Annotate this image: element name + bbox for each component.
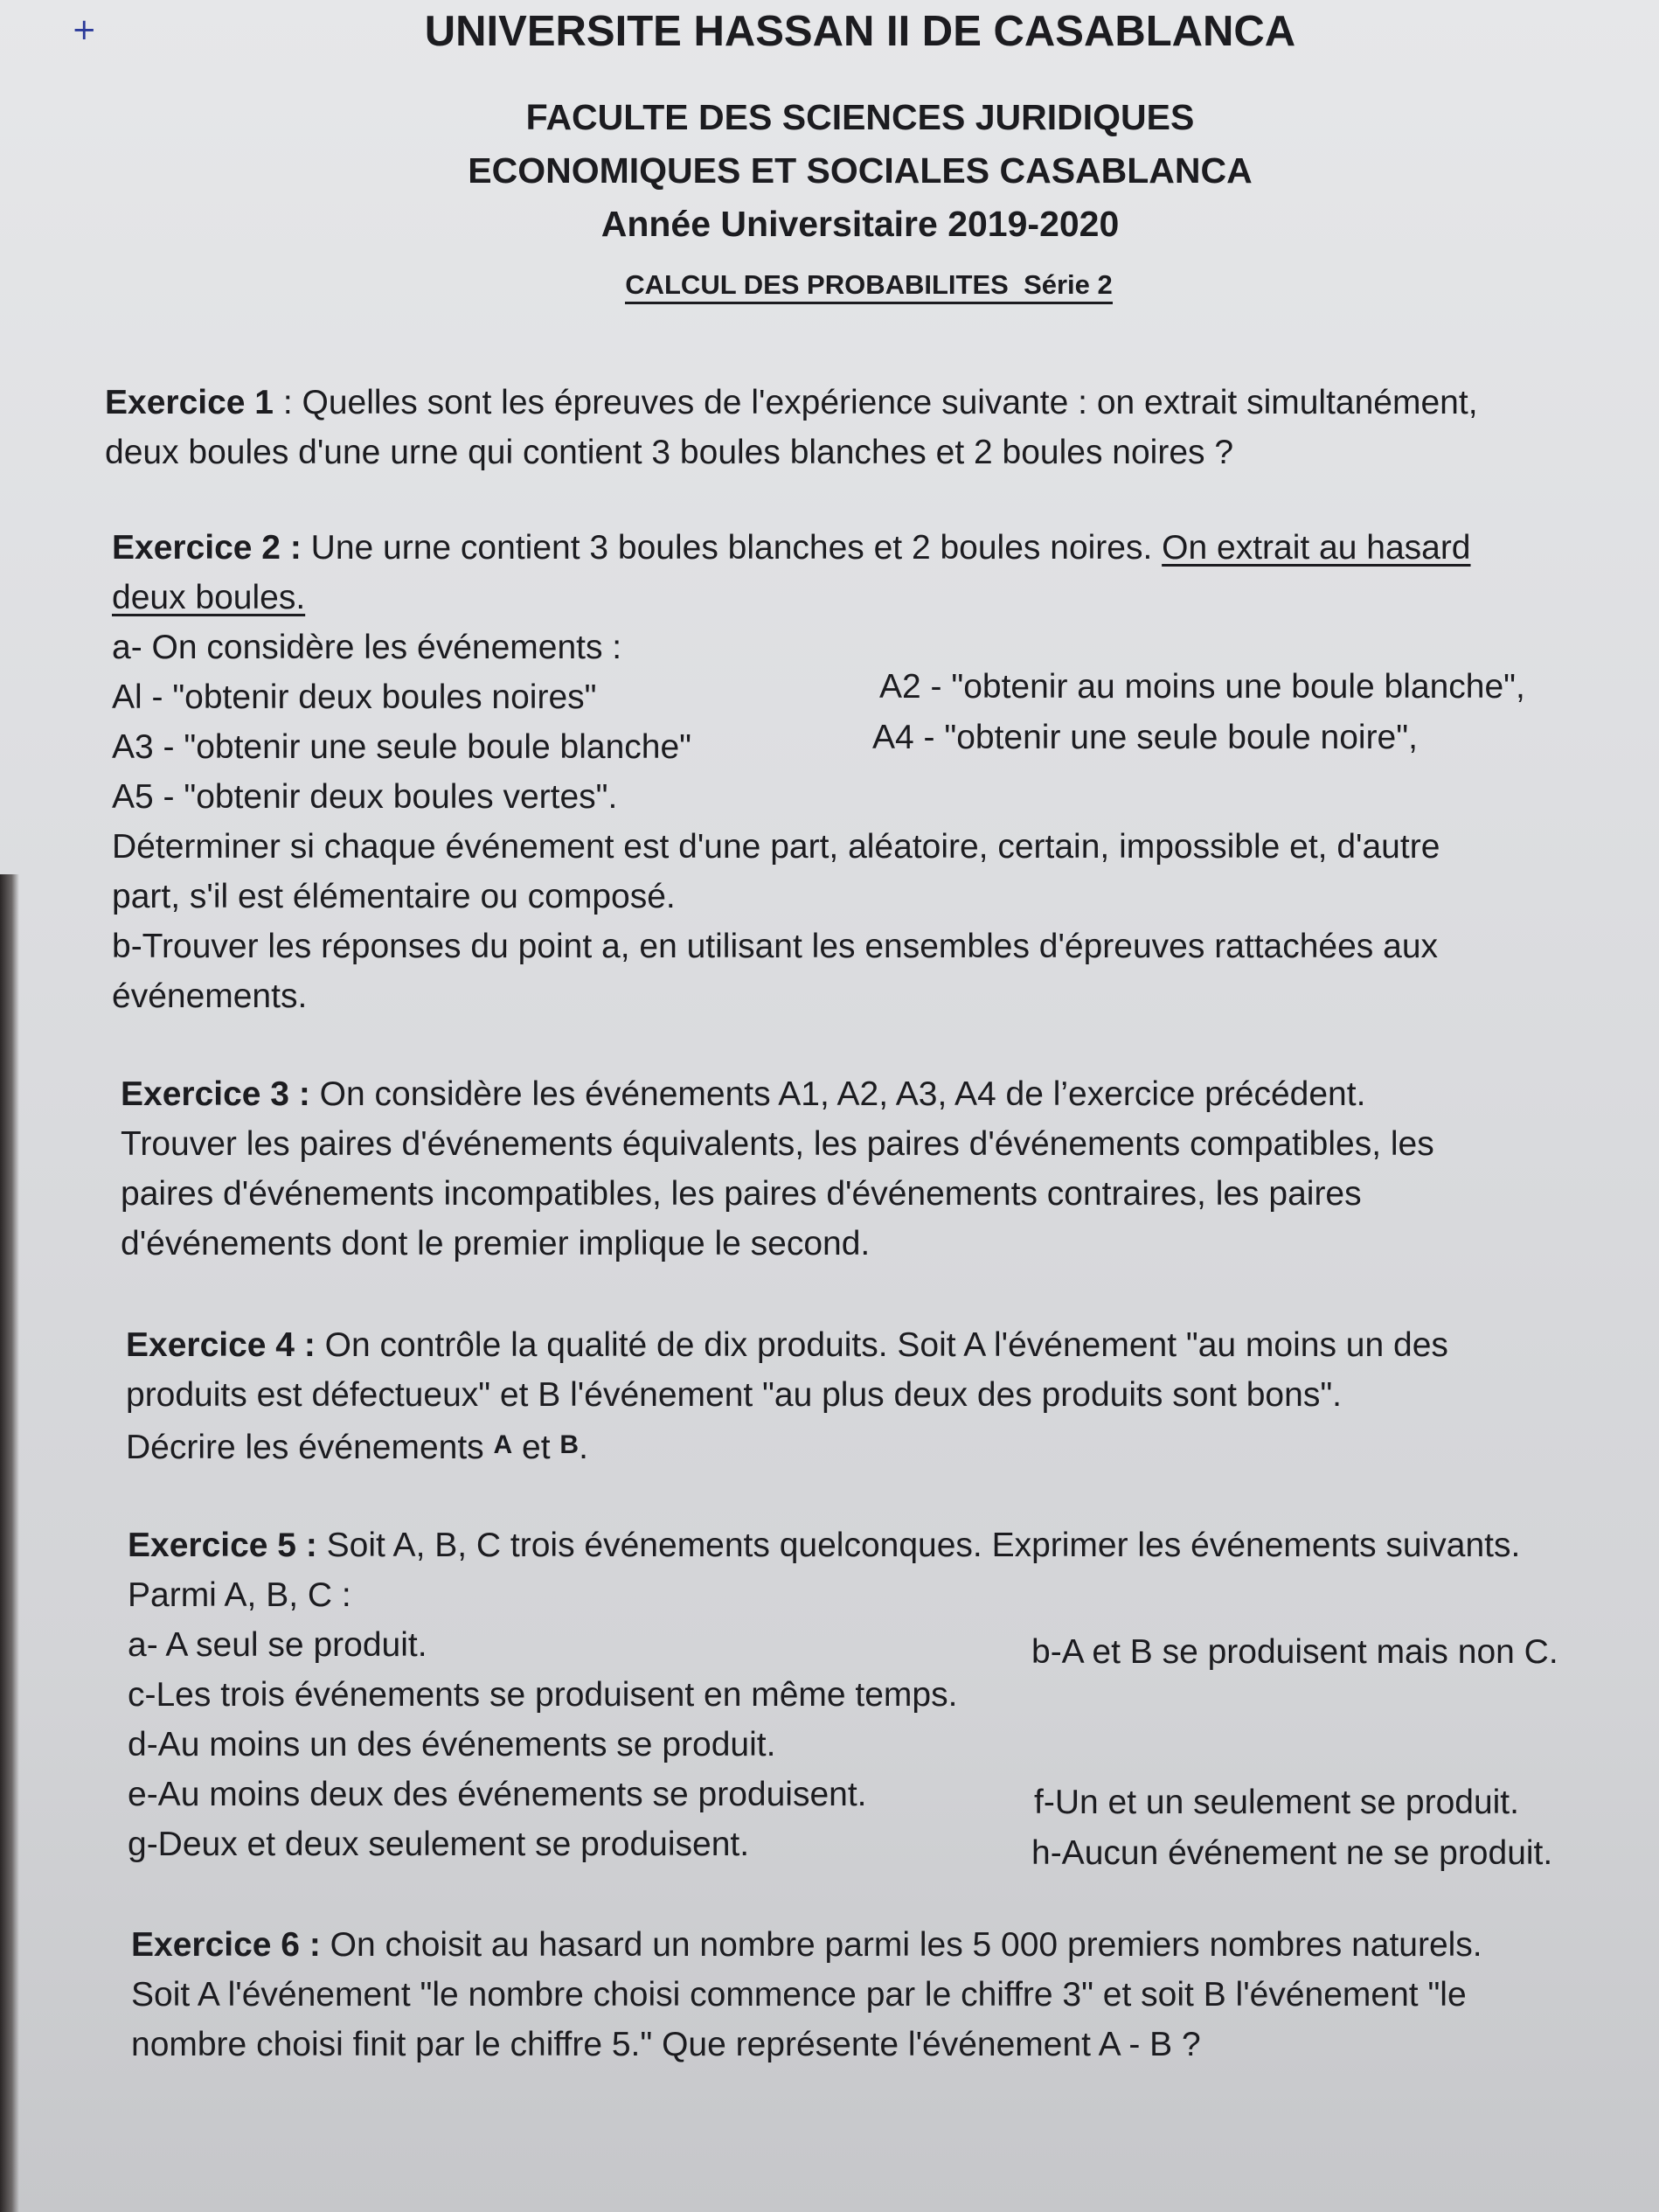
exercise-4-line-1 xyxy=(126,1320,1448,1370)
series-label: Série 2 xyxy=(1024,269,1113,300)
faculty-line-1: FACULTE DES SCIENCES JURIDIQUES xyxy=(525,97,1195,137)
exercise-5-title: Exercice 5 : xyxy=(128,1527,317,1564)
exercise-3-title: Exercice 3 : xyxy=(121,1075,310,1113)
exercise-4-line-2: produits est défectueux" et B l'événement "au plus deux des produits sont bons". xyxy=(126,1376,1342,1414)
exercise-3-line-2: Trouver les paires d'événements équivalents, les paires d'événements compatibles, les xyxy=(121,1125,1434,1163)
exercise-6-title: Exercice 6 : xyxy=(131,1926,321,1964)
academic-year: Année Universitaire 2019-2020 xyxy=(600,204,1120,244)
exercise-5-item-d: d-Au moins un des événements se produit. xyxy=(128,1726,776,1763)
exercise-3-text-1: On considère les événements A1, A2, A3, A4 de l’exercice précédent. xyxy=(309,1075,1366,1113)
exercise-1 xyxy=(105,378,1478,477)
page-edge-shadow xyxy=(0,874,19,2212)
event-a3: A3 - "obtenir une seule boule blanche" xyxy=(112,728,691,766)
exercise-1-sep: : xyxy=(274,384,302,421)
exercise-3-line-1 xyxy=(121,1069,1434,1119)
event-b-symbol: B xyxy=(559,1430,580,1459)
exercise-5-line-1 xyxy=(128,1520,1520,1570)
exercise-4-text-1: On contrôle la qualité de dix produits. Soit A l'événement "au moins un des xyxy=(315,1326,1448,1364)
exercise-2-line-2 xyxy=(112,573,1471,623)
event-a2: A2 - "obtenir au moins une boule blanche", xyxy=(879,668,1525,706)
course-series-heading xyxy=(0,269,1659,301)
exercise-3-line-3: paires d'événements incompatibles, les paires d'événements contraires, les paires xyxy=(121,1175,1362,1213)
exercise-1-line-1 xyxy=(105,378,1478,428)
exercise-5-item-e: e-Au moins deux des événements se produisent. xyxy=(128,1776,867,1813)
exercise-2-determine-2: part, s'il est élémentaire ou composé. xyxy=(112,878,676,915)
exercise-2-text-1: Une urne contient 3 boules blanches et 2 boules noires. xyxy=(301,529,1163,567)
course-title: CALCUL DES PROBABILITES xyxy=(625,269,1009,300)
exercise-4-describe: Décrire les événements xyxy=(126,1429,494,1466)
exercise-6 xyxy=(131,1920,1482,2069)
pen-mark: + xyxy=(72,12,97,47)
exercise-2-underlined-1: On extrait au hasard xyxy=(1162,529,1471,567)
exercise-2-b-1: b-Trouver les réponses du point a, en utilisant les ensembles d'épreuves rattachées aux xyxy=(112,928,1439,965)
exercise-6-text-1: On choisit au hasard un nombre parmi les 5 000 premiers nombres naturels. xyxy=(320,1926,1482,1964)
exercise-2-determine-1: Déterminer si chaque événement est d'une part, aléatoire, certain, impossible et, d'autre xyxy=(112,828,1440,866)
event-a4: A4 - "obtenir une seule boule noire", xyxy=(872,719,1418,756)
exercise-2-line-1 xyxy=(112,523,1471,573)
faculty-block xyxy=(0,91,1659,251)
exercise-6-line-3: nombre choisi finit par le chiffre 5." Que représente l'événement A - B ? xyxy=(131,2026,1201,2063)
exercise-4-period: . xyxy=(579,1429,588,1466)
course-series-underlined xyxy=(625,269,1113,304)
university-title: UNIVERSITE HASSAN II DE CASABLANCA xyxy=(424,8,1296,55)
exercise-5-item-c: c-Les trois événements se produisent en même temps. xyxy=(128,1676,958,1714)
exercise-2-a-intro: a- On considère les événements : xyxy=(112,629,622,666)
exercise-2-underlined-2: deux boules. xyxy=(112,579,306,616)
exercise-3 xyxy=(121,1069,1434,1269)
exercise-2-title: Exercice 2 : xyxy=(112,529,302,567)
exercise-4-line-3 xyxy=(126,1420,1448,1472)
exercise-3-line-4: d'événements dont le premier implique le second. xyxy=(121,1225,871,1263)
exercise-5-item-g: g-Deux et deux seulement se produisent. xyxy=(128,1826,750,1863)
faculty-line-2: ECONOMIQUES ET SOCIALES CASABLANCA xyxy=(468,150,1253,191)
exercise-5-item-h: h-Aucun événement ne se produit. xyxy=(1031,1834,1553,1872)
exercise-5-text-1: Soit A, B, C trois événements quelconques. Exprimer les événements suivants. xyxy=(316,1527,1521,1564)
exercise-5-line-2: Parmi A, B, C : xyxy=(128,1576,351,1614)
exercise-1-text-1: Quelles sont les épreuves de l'expérience suivante : on extrait simultanément, xyxy=(302,384,1478,421)
event-a5: A5 - "obtenir deux boules vertes". xyxy=(112,778,618,816)
exercise-4-title: Exercice 4 : xyxy=(126,1326,316,1364)
event-a-symbol: A xyxy=(493,1430,513,1459)
exercise-1-line-2: deux boules d'une urne qui contient 3 boules blanches et 2 boules noires ? xyxy=(105,434,1234,471)
exercise-2 xyxy=(112,523,1471,1021)
exercise-2-b-2: événements. xyxy=(112,977,308,1015)
exercise-6-line-1 xyxy=(131,1920,1482,1970)
exercise-5-item-b: b-A et B se produisent mais non C. xyxy=(1031,1633,1558,1671)
event-a1: Al - "obtenir deux boules noires" xyxy=(112,678,597,716)
exercise-5-item-f: f-Un et un seulement se produit. xyxy=(1034,1784,1519,1821)
exercise-5-item-a: a- A seul se produit. xyxy=(128,1626,427,1664)
exercise-4-and: et xyxy=(512,1429,560,1466)
exercise-6-line-2: Soit A l'événement "le nombre choisi commence par le chiffre 3" et soit B l'événement "le xyxy=(131,1976,1467,2014)
exercise-1-title: Exercice 1 xyxy=(105,384,274,421)
exercise-4 xyxy=(126,1320,1448,1472)
